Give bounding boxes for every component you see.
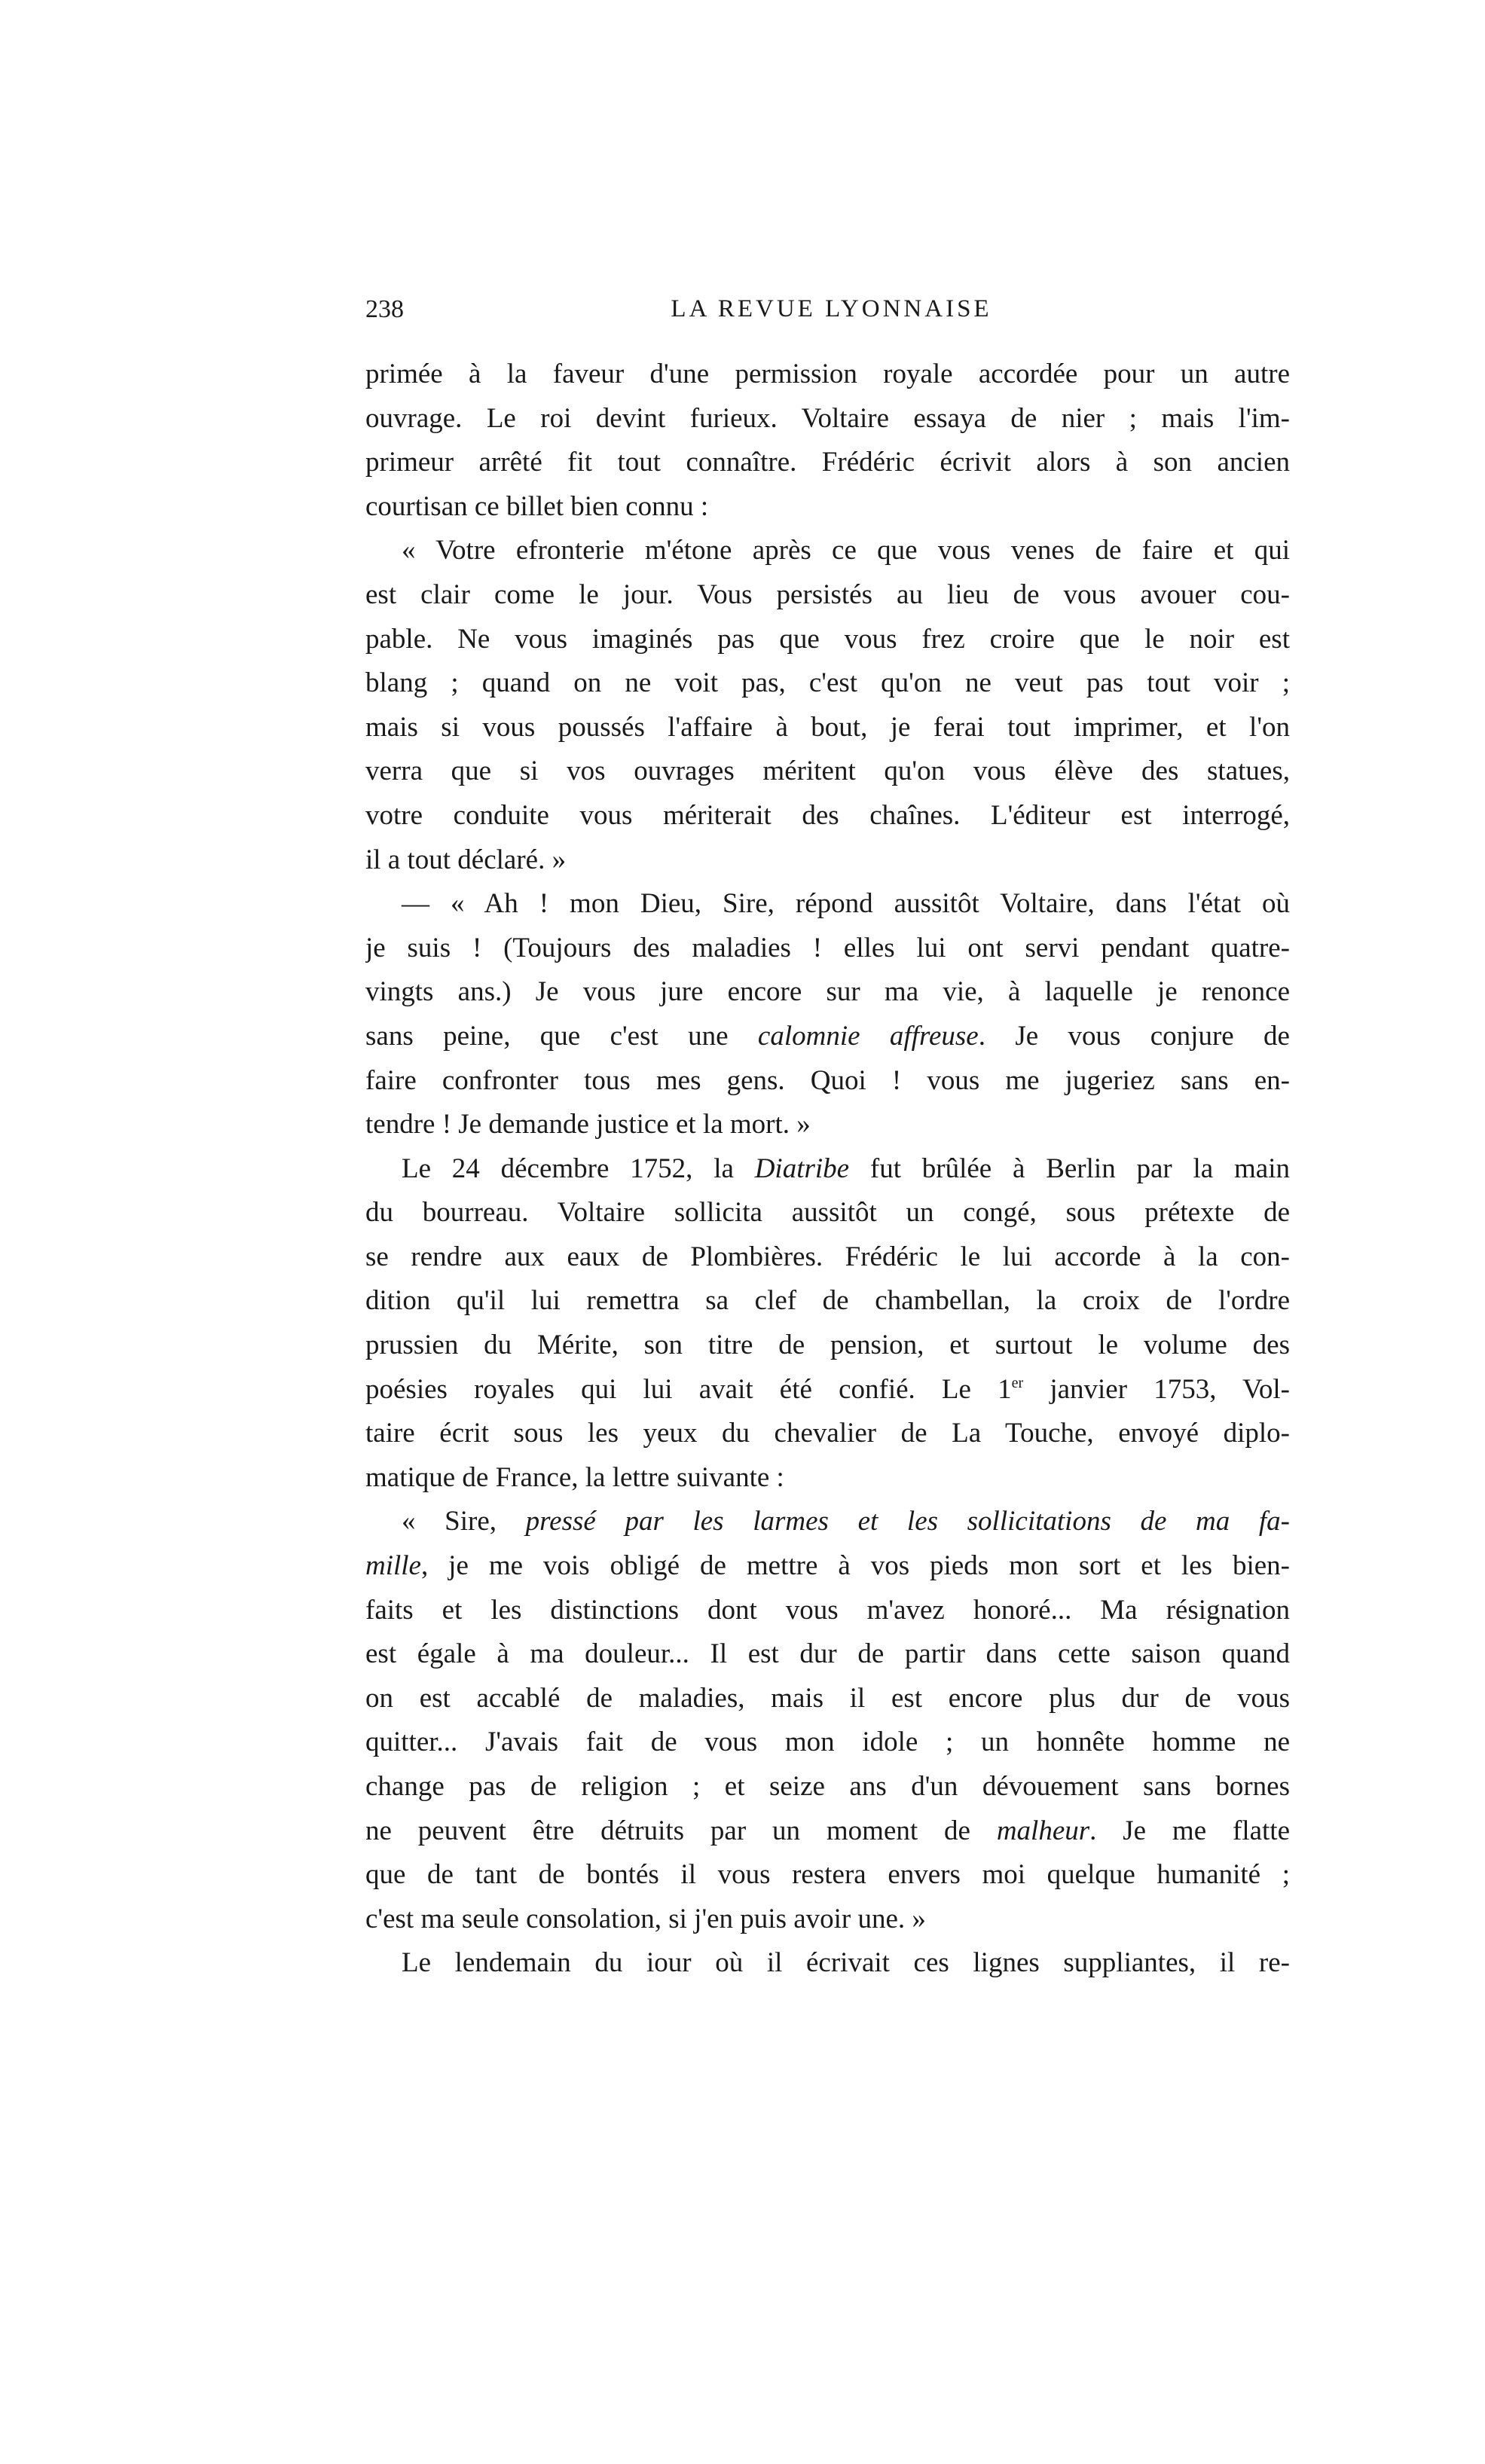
- text-segment: prussien du Mérite, son titre de pension, et surtout le volume des: [365, 1330, 1290, 1361]
- text-line: [365, 1898, 1290, 1942]
- text-line: [365, 1721, 1290, 1765]
- text-line: [365, 573, 1290, 618]
- text-line: [365, 1632, 1290, 1677]
- text-line: [365, 1677, 1290, 1721]
- text-segment: dition qu'il lui remettra sa clef de chambellan, la croix de l'ordre: [365, 1285, 1290, 1317]
- text-line: [365, 838, 1290, 883]
- page-number: 238: [365, 295, 404, 323]
- journal-title: LA REVUE LYONNAISE: [671, 295, 992, 322]
- text-line: [365, 1324, 1290, 1368]
- text-line: [365, 1500, 1290, 1544]
- text-line: [365, 1147, 1290, 1192]
- text-segment: faire confronter tous mes gens. Quoi ! vous me jugeriez sans en-: [365, 1064, 1290, 1096]
- text-line: [365, 397, 1290, 441]
- text-line: [365, 661, 1290, 706]
- text-segment: taire écrit sous les yeux du chevalier de La Touche, envoyé diplo-: [365, 1418, 1290, 1449]
- text-segment: pable. Ne vous imaginés pas que vous frez croire que le noir est: [365, 623, 1290, 655]
- text-line: [365, 706, 1290, 750]
- text-segment: poésies royales qui lui avait été confié. Le 1: [365, 1373, 1012, 1405]
- running-head: [365, 295, 1290, 333]
- text-line: [365, 882, 1290, 927]
- text-segment: votre conduite vous mériterait des chaînes. L'éditeur est interrogé,: [365, 799, 1290, 831]
- text-line: [365, 1853, 1290, 1898]
- text-segment: Le 24 décembre 1752, la: [402, 1153, 755, 1184]
- text-line: [365, 1765, 1290, 1809]
- text-segment: je suis ! (Toujours des maladies ! elles lui ont servi pendant quatre-: [365, 932, 1290, 963]
- text-segment: est égale à ma douleur... Il est dur de partir dans cette saison quand: [365, 1638, 1290, 1670]
- text-segment: se rendre aux eaux de Plombières. Frédéric le lui accorde à la con-: [365, 1241, 1290, 1272]
- text-segment: ouvrage. Le roi devint furieux. Voltaire essaya de nier ; mais l'im-: [365, 402, 1290, 434]
- text-segment: on est accablé de maladies, mais il est encore plus dur de vous: [365, 1682, 1290, 1714]
- text-segment: est clair come le jour. Vous persistés au lieu de vous avouer cou-: [365, 579, 1290, 610]
- italic-text: pressé par les larmes et les sollicitations de ma fa-: [525, 1506, 1290, 1537]
- italic-text: calomnie affreuse: [757, 1020, 979, 1052]
- text-line: [365, 1015, 1290, 1059]
- text-line: [365, 970, 1290, 1015]
- italic-text: Diatribe: [754, 1153, 850, 1184]
- text-line: [365, 750, 1290, 794]
- text-segment: — « Ah ! mon Dieu, Sire, répond aussitôt Voltaire, dans l'état où: [402, 888, 1290, 920]
- text-segment: , je me vois obligé de mettre à vos pieds mon sort et les bien-: [420, 1550, 1290, 1582]
- text-segment: Le lendemain du iour où il écrivait ces lignes suppliantes, il re-: [402, 1947, 1290, 1979]
- text-segment: primée à la faveur d'une permission royale accordée pour un autre: [365, 359, 1290, 389]
- text-line: [365, 1589, 1290, 1633]
- text-line: [365, 529, 1290, 573]
- text-line: [365, 1103, 1290, 1147]
- text-segment: tendre ! Je demande justice et la mort. »: [365, 1109, 811, 1140]
- text-segment: faits et les distinctions dont vous m'avez honoré... Ma résignation: [365, 1594, 1290, 1626]
- text-line: [365, 1235, 1290, 1280]
- superscript: er: [1011, 1374, 1024, 1391]
- text-segment: blang ; quand on ne voit pas, c'est qu'on ne veut pas tout voir ;: [365, 667, 1290, 699]
- text-line: [365, 618, 1290, 662]
- text-segment: il a tout déclaré. »: [365, 844, 567, 875]
- text-line: [365, 1059, 1290, 1104]
- text-segment: sans peine, que c'est une: [365, 1020, 758, 1052]
- text-segment: ne peuvent être détruits par un moment de: [365, 1815, 997, 1846]
- text-line: [365, 1412, 1290, 1456]
- text-segment: « Votre efronterie m'étone après ce que vous venes de faire et qui: [402, 535, 1290, 566]
- text-line: [365, 927, 1290, 971]
- text-segment: fut brûlée à Berlin par la main: [849, 1153, 1290, 1184]
- text-segment: mais si vous poussés l'affaire à bout, je ferai tout imprimer, et l'on: [365, 711, 1290, 743]
- text-line: [365, 1544, 1290, 1589]
- italic-text: mille: [365, 1550, 421, 1582]
- text-line: [365, 1809, 1290, 1854]
- text-line: [365, 353, 1290, 397]
- text-line: [365, 1941, 1290, 1986]
- text-line: [365, 1279, 1290, 1324]
- text-segment: janvier 1753, Vol-: [1023, 1373, 1290, 1405]
- text-segment: c'est ma seule consolation, si j'en puis avoir une. »: [365, 1903, 926, 1934]
- text-segment: verra que si vos ouvrages méritent qu'on vous élève des statues,: [365, 756, 1290, 787]
- text-segment: « Sire,: [402, 1506, 526, 1537]
- body-text: [365, 353, 1290, 1986]
- text-segment: du bourreau. Voltaire sollicita aussitôt un congé, sous prétexte de: [365, 1197, 1290, 1229]
- italic-text: malheur: [996, 1815, 1090, 1846]
- text-segment: courtisan ce billet bien connu :: [365, 490, 709, 522]
- text-segment: vingts ans.) Je vous jure encore sur ma vie, à laquelle je renonce: [365, 976, 1290, 1008]
- text-segment: . Je me flatte: [1089, 1815, 1290, 1846]
- text-segment: change pas de religion ; et seize ans d'un dévouement sans bornes: [365, 1771, 1290, 1802]
- text-line: [365, 485, 1290, 530]
- text-segment: primeur arrêté fit tout connaître. Frédéric écrivit alors à son ancien: [365, 447, 1290, 478]
- text-segment: matique de France, la lettre suivante :: [365, 1461, 784, 1493]
- text-segment: quitter... J'avais fait de vous mon idole ; un honnête homme ne: [365, 1727, 1290, 1758]
- text-line: [365, 794, 1290, 838]
- text-line: [365, 1456, 1290, 1501]
- text-segment: . Je vous conjure de: [978, 1020, 1290, 1052]
- text-line: [365, 1191, 1290, 1235]
- text-line: [365, 441, 1290, 485]
- text-line: [365, 1368, 1290, 1412]
- text-segment: que de tant de bontés il vous restera envers moi quelque humanité ;: [365, 1859, 1290, 1891]
